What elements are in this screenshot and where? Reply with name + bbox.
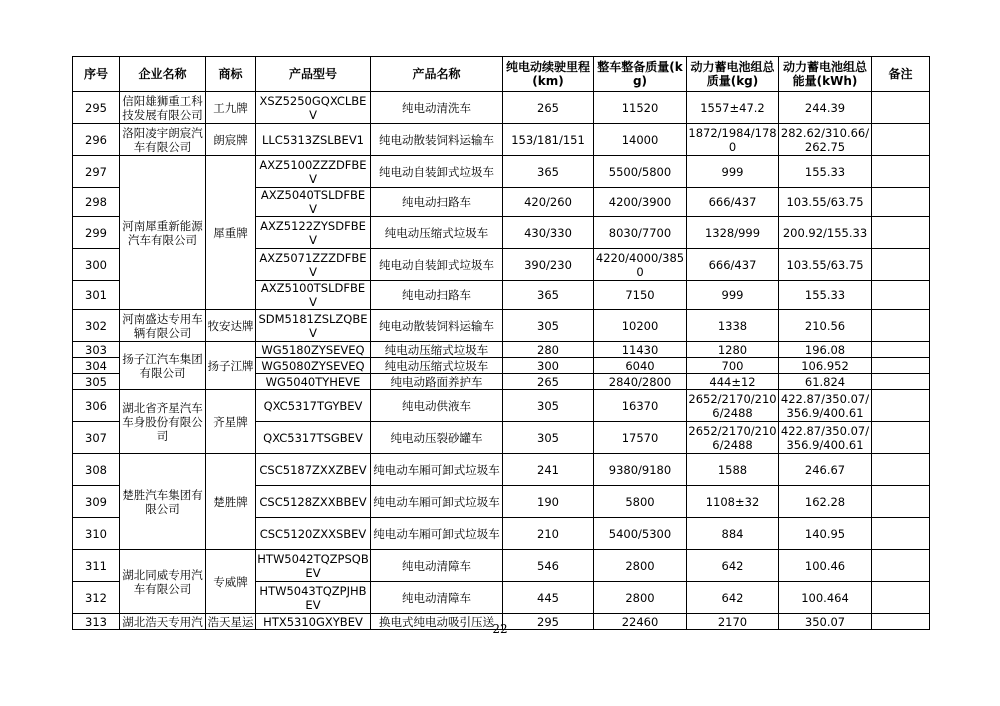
cell-curb-mass: 2800 [594, 582, 687, 614]
cell-note [872, 92, 930, 124]
cell-battery-mass: 1328/999 [687, 217, 779, 249]
header-note: 备注 [872, 57, 930, 92]
cell-no: 309 [73, 486, 120, 518]
cell-battery-energy: 155.33 [779, 281, 872, 310]
header-product-name: 产品名称 [371, 57, 503, 92]
table-row [73, 156, 930, 188]
cell-product-name: 纯电动车厢可卸式垃圾车 [371, 486, 503, 518]
table-header-row [73, 57, 930, 92]
cell-battery-energy: 196.08 [779, 342, 872, 358]
cell-note [872, 582, 930, 614]
table-row [73, 390, 930, 422]
cell-model: AXZ5040TSLDFBEV [256, 188, 371, 217]
cell-range: 190 [503, 486, 594, 518]
cell-battery-energy: 350.07 [779, 614, 872, 630]
cell-model: WG5180ZYSEVEQ [256, 342, 371, 358]
cell-model: HTW5043TQZPJHBEV [256, 582, 371, 614]
cell-range: 445 [503, 582, 594, 614]
cell-model: HTX5310GXYBEV [256, 614, 371, 630]
cell-note [872, 550, 930, 582]
cell-battery-energy: 210.56 [779, 310, 872, 342]
cell-curb-mass: 11520 [594, 92, 687, 124]
cell-note [872, 390, 930, 422]
header-brand: 商标 [206, 57, 256, 92]
cell-model: WG5040TYHEVE [256, 374, 371, 390]
cell-battery-mass: 444±12 [687, 374, 779, 390]
cell-curb-mass: 7150 [594, 281, 687, 310]
cell-battery-mass: 1557±47.2 [687, 92, 779, 124]
cell-brand: 犀重牌 [206, 156, 256, 310]
cell-note [872, 358, 930, 374]
cell-battery-mass: 884 [687, 518, 779, 550]
cell-product-name: 纯电动散装饲料运输车 [371, 124, 503, 156]
cell-model: QXC5317TSGBEV [256, 422, 371, 454]
vehicle-catalog-table [72, 56, 930, 630]
cell-battery-energy: 244.39 [779, 92, 872, 124]
cell-note [872, 156, 930, 188]
cell-curb-mass: 5800 [594, 486, 687, 518]
cell-brand: 朗宸牌 [206, 124, 256, 156]
cell-battery-energy: 100.46 [779, 550, 872, 582]
cell-company: 湖北浩天专用汽 [120, 614, 206, 630]
header-battery-energy: 动力蓄电池组总能量(kWh) [779, 57, 872, 92]
cell-curb-mass: 2800 [594, 550, 687, 582]
cell-battery-energy: 100.464 [779, 582, 872, 614]
cell-no: 302 [73, 310, 120, 342]
cell-battery-mass: 999 [687, 156, 779, 188]
page-number: 22 [492, 622, 508, 636]
cell-battery-mass: 642 [687, 582, 779, 614]
cell-model: LLC5313ZSLBEV1 [256, 124, 371, 156]
table-row [73, 310, 930, 342]
cell-no: 298 [73, 188, 120, 217]
cell-no: 295 [73, 92, 120, 124]
cell-brand: 浩天星运 [207, 614, 254, 629]
cell-range: 365 [503, 281, 594, 310]
cell-range: 420/260 [503, 188, 594, 217]
cell-battery-energy: 106.952 [779, 358, 872, 374]
cell-range: 295 [503, 614, 594, 630]
cell-brand: 牧安达牌 [206, 310, 256, 342]
cell-product-name: 纯电动压裂砂罐车 [371, 422, 503, 454]
cell-no: 313 [73, 614, 120, 630]
cell-curb-mass: 5500/5800 [594, 156, 687, 188]
cell-no: 301 [73, 281, 120, 310]
cell-product-name: 纯电动压缩式垃圾车 [371, 342, 503, 358]
cell-no: 299 [73, 217, 120, 249]
header-range: 纯电动续驶里程(km) [503, 57, 594, 92]
cell-range: 153/181/151 [503, 124, 594, 156]
cell-curb-mass: 2840/2800 [594, 374, 687, 390]
cell-no: 306 [73, 390, 120, 422]
cell-brand: 齐星牌 [206, 390, 256, 454]
cell-model: AXZ5122ZYSDFBEV [256, 217, 371, 249]
cell-range: 305 [503, 310, 594, 342]
cell-product-name: 纯电动散装饲料运输车 [371, 310, 503, 342]
cell-product-name: 纯电动自装卸式垃圾车 [371, 249, 503, 281]
cell-curb-mass: 4200/3900 [594, 188, 687, 217]
cell-battery-energy: 422.87/350.07/356.9/400.61 [779, 390, 872, 422]
header-company: 企业名称 [120, 57, 206, 92]
cell-battery-mass: 1280 [687, 342, 779, 358]
cell-curb-mass: 11430 [594, 342, 687, 358]
cell-company: 楚胜汽车集团有限公司 [120, 454, 206, 550]
header-no: 序号 [73, 57, 120, 92]
cell-battery-mass: 999 [687, 281, 779, 310]
cell-range: 430/330 [503, 217, 594, 249]
cell-product-name: 纯电动扫路车 [371, 188, 503, 217]
cell-model: WG5080ZYSEVEQ [256, 358, 371, 374]
cell-curb-mass: 14000 [594, 124, 687, 156]
cell-no: 296 [73, 124, 120, 156]
cell-curb-mass: 22460 [594, 614, 687, 630]
cell-no: 303 [73, 342, 120, 358]
header-model: 产品型号 [256, 57, 371, 92]
cell-company: 河南盛达专用车辆有限公司 [120, 310, 206, 342]
cell-product-name: 纯电动压缩式垃圾车 [371, 217, 503, 249]
cell-note [872, 217, 930, 249]
cell-no: 311 [73, 550, 120, 582]
cell-note [872, 422, 930, 454]
cell-product-name: 纯电动路面养护车 [371, 374, 503, 390]
cell-product-name: 纯电动车厢可卸式垃圾车 [371, 518, 503, 550]
cell-no: 312 [73, 582, 120, 614]
cell-model: AXZ5100ZZZDFBEV [256, 156, 371, 188]
cell-product-name: 纯电动自装卸式垃圾车 [371, 156, 503, 188]
cell-company: 河南犀重新能源汽车有限公司 [120, 156, 206, 310]
cell-product-name: 纯电动扫路车 [371, 281, 503, 310]
cell-product-name: 纯电动清障车 [371, 582, 503, 614]
cell-model: CSC5120ZXXSBEV [256, 518, 371, 550]
cell-battery-mass: 2652/2170/2106/2488 [688, 423, 777, 452]
cell-range: 210 [503, 518, 594, 550]
cell-model: QXC5317TGYBEV [256, 390, 371, 422]
cell-curb-mass: 17570 [594, 422, 687, 454]
cell-range: 280 [503, 342, 594, 358]
header-battery-mass: 动力蓄电池组总质量(kg) [687, 57, 779, 92]
table-row [73, 550, 930, 582]
cell-note [872, 342, 930, 358]
cell-note [872, 124, 930, 156]
cell-battery-energy: 162.28 [779, 486, 872, 518]
cell-product-name: 纯电动清障车 [371, 550, 503, 582]
table-row [73, 454, 930, 486]
cell-product-name: 纯电动供液车 [371, 390, 503, 422]
table-row [73, 342, 930, 358]
cell-curb-mass: 8030/7700 [594, 217, 687, 249]
cell-battery-energy: 103.55/63.75 [779, 188, 872, 217]
cell-note [872, 486, 930, 518]
cell-no: 308 [73, 454, 120, 486]
cell-battery-energy: 155.33 [779, 156, 872, 188]
cell-brand: 楚胜牌 [206, 454, 256, 550]
cell-curb-mass: 4220/4000/3850 [594, 249, 687, 281]
cell-note [872, 188, 930, 217]
cell-battery-mass: 666/437 [687, 188, 779, 217]
cell-battery-energy: 200.92/155.33 [779, 217, 872, 249]
cell-no: 300 [73, 249, 120, 281]
cell-range: 265 [503, 374, 594, 390]
cell-model: AXZ5100TSLDFBEV [256, 281, 371, 310]
cell-no: 310 [73, 518, 120, 550]
cell-range: 305 [503, 422, 594, 454]
header-curb-mass: 整车整备质量(kg) [594, 57, 687, 92]
table-row [73, 92, 930, 124]
cell-battery-energy: 282.62/310.66/262.75 [779, 124, 872, 156]
cell-model: XSZ5250GQXCLBEV [256, 92, 371, 124]
cell-note [872, 249, 930, 281]
cell-model: HTW5042TQZPSQBEV [257, 551, 369, 580]
cell-product-name: 纯电动车厢可卸式垃圾车 [371, 454, 503, 486]
cell-battery-mass: 1588 [687, 454, 779, 486]
cell-range: 365 [503, 156, 594, 188]
cell-range: 390/230 [503, 249, 594, 281]
cell-brand: 扬子江牌 [206, 342, 256, 390]
cell-note [872, 310, 930, 342]
cell-curb-mass: 10200 [594, 310, 687, 342]
cell-battery-mass: 1338 [687, 310, 779, 342]
cell-product-name: 纯电动清洗车 [371, 92, 503, 124]
cell-battery-mass: 2652/2170/2106/2488 [688, 391, 777, 420]
cell-curb-mass: 9380/9180 [594, 454, 687, 486]
cell-brand: 专威牌 [206, 550, 256, 614]
cell-curb-mass: 6040 [594, 358, 687, 374]
cell-note [872, 374, 930, 390]
cell-note [872, 518, 930, 550]
cell-model: CSC5128ZXXBBEV [256, 486, 371, 518]
cell-battery-energy: 140.95 [779, 518, 872, 550]
cell-range: 241 [503, 454, 594, 486]
cell-company: 扬子江汽车集团有限公司 [120, 342, 206, 390]
cell-battery-energy: 103.55/63.75 [779, 249, 872, 281]
cell-note [872, 281, 930, 310]
cell-range: 546 [503, 550, 594, 582]
cell-no: 305 [73, 374, 120, 390]
cell-curb-mass: 5400/5300 [594, 518, 687, 550]
cell-battery-mass: 642 [687, 550, 779, 582]
cell-battery-mass: 666/437 [687, 249, 779, 281]
cell-range: 265 [503, 92, 594, 124]
cell-curb-mass: 16370 [594, 390, 687, 422]
cell-no: 297 [73, 156, 120, 188]
cell-no: 304 [73, 358, 120, 374]
cell-battery-energy: 246.67 [779, 454, 872, 486]
cell-battery-mass: 1108±32 [687, 486, 779, 518]
cell-product-name: 换电式纯电动吸引压送 [371, 614, 503, 630]
cell-company: 湖北省齐星汽车车身股份有限公司 [120, 390, 206, 454]
cell-model: SDM5181ZSLZQBEV [256, 310, 371, 342]
cell-company: 信阳雄狮重工科技发展有限公司 [120, 92, 206, 124]
cell-product-name: 纯电动压缩式垃圾车 [371, 358, 503, 374]
cell-model: CSC5187ZXXZBEV [256, 454, 371, 486]
cell-battery-energy: 61.824 [779, 374, 872, 390]
cell-battery-mass: 1872/1984/1780 [688, 125, 777, 154]
cell-note [872, 454, 930, 486]
cell-model: AXZ5071ZZZDFBEV [256, 249, 371, 281]
cell-company: 湖北同威专用汽车有限公司 [120, 550, 206, 614]
cell-range: 300 [503, 358, 594, 374]
table-row [73, 124, 930, 156]
cell-battery-mass: 2170 [687, 614, 779, 630]
cell-brand: 工九牌 [206, 92, 256, 124]
cell-battery-energy: 422.87/350.07/356.9/400.61 [779, 422, 872, 454]
cell-no: 307 [73, 422, 120, 454]
cell-range: 305 [503, 390, 594, 422]
cell-company: 洛阳凌宇朗宸汽车有限公司 [120, 124, 206, 156]
cell-battery-mass: 700 [687, 358, 779, 374]
